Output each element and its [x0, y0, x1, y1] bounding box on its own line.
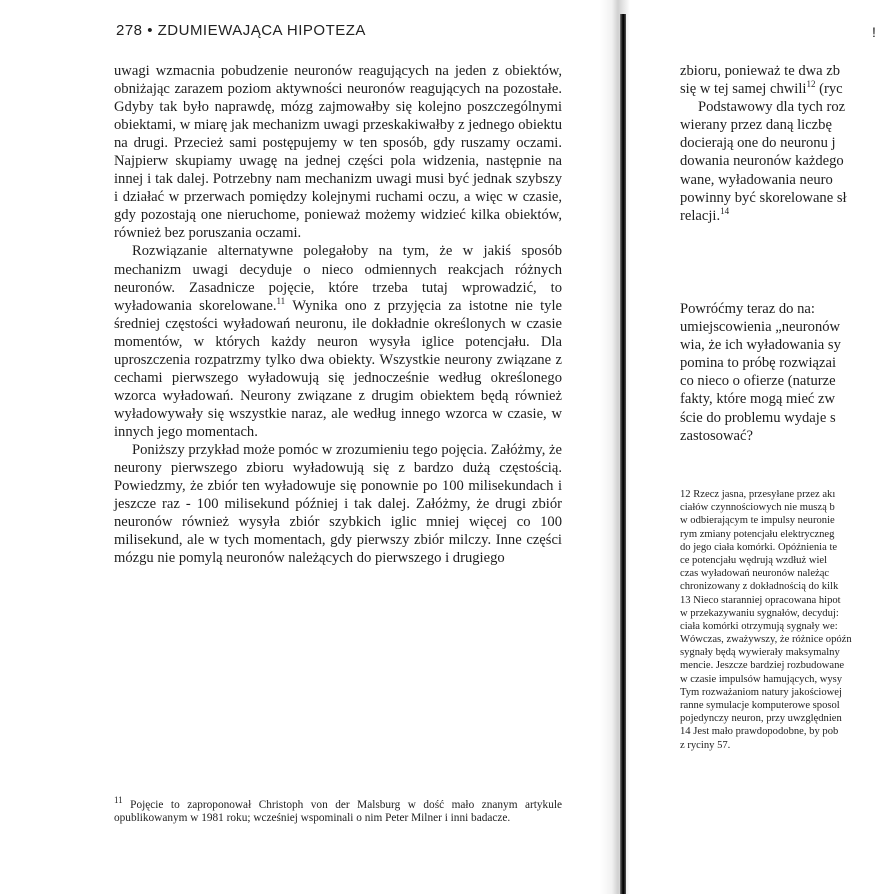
right-line-b2: umiejscowienia „neuronów	[680, 319, 841, 336]
right-fn-line: ranne symulacje komputerowe sposol	[680, 700, 840, 711]
right-line-3: Podstawowy dla tych roz	[698, 99, 846, 116]
right-line-b7: ście do problemu wydaje s	[680, 409, 836, 426]
right-body-top	[680, 62, 893, 225]
right-line-9-text: relacji.	[680, 207, 721, 224]
right-fn-line: Wówczas, zważywszy, że różnice opóźn	[680, 634, 852, 646]
paragraph-3	[114, 441, 562, 567]
paragraph-2	[114, 242, 562, 441]
footnote-ref-11: 11	[276, 295, 286, 306]
right-fn-line: pojedynczy neuron, przy uwzględnien	[680, 713, 842, 725]
right-line-7: wane, wyładowania neuro	[680, 171, 833, 188]
right-fn-line: z ryciny 57.	[680, 739, 731, 751]
right-fn-line: ciała komórki otrzymują sygnały we:	[680, 620, 838, 632]
right-fn-line: chronizowany z dokładnością do kilk	[680, 581, 839, 593]
right-fn-line: 12 Rzecz jasna, przesyłane przez akı	[680, 489, 836, 500]
right-line-b8: zastosować?	[680, 427, 753, 444]
paragraph-1	[114, 62, 562, 242]
right-fn-line: sygnały będą wywierały maksymalny	[680, 647, 840, 659]
right-fn-line: ciałów czynnościowych nie muszą b	[680, 502, 835, 514]
right-body-bottom	[680, 300, 893, 445]
right-line-5: docierają one do neuronu j	[680, 135, 836, 152]
right-fn-line: ce potencjału wędrują wzdłuż wiel	[680, 554, 828, 566]
right-line-b5: co nieco o ofierze (naturze	[680, 373, 836, 390]
paragraph-2-text-cont: Wynika ono z przyjęcia za istotne nie tyle średniej częstości wyładowań neuronu, ile dokładnie określonych w czasie momentów, w których każdy neuron wysyła iglice potencjału. Dla uproszczenia rozpatrzmy tylko dwa obiekty. Wszystkie neurony związane z cechami pierwszego wyładowują się jednocześnie według określonego wzorca wyładowań. Neurony związane z drugim obiektem będą również wyładowywały się wszystkie naraz, ale według innego wzorca w czasie, w innych jego momentach.	[114, 297, 563, 440]
right-line-2-text: się w tej samej chwili	[680, 81, 807, 98]
right-fn-line: w przekazywaniu sygnałów, decyduj:	[680, 607, 839, 619]
right-line-1: zbioru, ponieważ te dwa zb	[680, 63, 841, 79]
right-fn-line: rym zmiany potencjału elektryczneg	[680, 528, 835, 540]
right-fn-line: do jego ciała komórki. Opóźnienia te	[680, 541, 838, 553]
right-fn-line: 14 Jest mało prawdopodobne, by pob	[680, 726, 839, 738]
right-fn-line: w odbierającym te impulsy neuronie	[680, 515, 835, 527]
paragraph-1-text: uwagi wzmacnia pobudzenie neuronów reagujących na jeden z obiektów, obniżając zarazem poziom aktywności neuronów reagujących na pozostałe. Gdyby tak było naprawdę, mózg zajmowałby się kolejno poszczególnymi obiektami, w miarę jak mechanizm uwagi przeskakiwałby z jednego obiektu na drugi. Przecież sami postępujemy w ten sposób, gdy ruszamy oczami. Najpierw skupiamy uwagę na jednej części pola widzenia, następnie na innej i tak dalej. Potrzebny nam mechanizm uwagi musi być jednak szybszy i działać w przerwach pomiędzy kolejnymi ruchami oczu, a więc w czasie, gdy pozostają one nieruchome, ponieważ możemy widzieć kilka obiektów, również bez poruszania oczami.	[114, 63, 562, 242]
left-footnote	[114, 795, 562, 826]
right-fn-line: 13 Nieco staranniej opracowana hipot	[680, 594, 841, 606]
right-fn-line: mencie. Jeszcze bardziej rozbudowane	[680, 660, 845, 672]
left-body-text	[114, 62, 562, 567]
right-line-8: powinny być skorelowane sł	[680, 189, 847, 206]
right-line-b6: fakty, które mogą mieć zw	[680, 391, 836, 408]
right-line-b4: pomina to próbę rozwiązai	[680, 355, 837, 372]
footnote-number: 11	[114, 795, 123, 806]
right-fn-line: w czasie impulsów hamujących, wysy	[680, 673, 843, 685]
footnote-ref-12: 12	[806, 79, 816, 90]
right-line-9	[680, 207, 893, 225]
right-line-2	[680, 80, 893, 98]
right-page-number: !	[872, 24, 876, 40]
right-line-2-cont: (ryc	[815, 81, 843, 98]
right-fn-line: czas wyładowań neuronów należąc	[680, 568, 830, 580]
right-line-4: wierany przez daną liczbę	[680, 117, 832, 134]
footnote-ref-14: 14	[720, 205, 730, 216]
paragraph-2-text: Rozwiązanie alternatywne polegałoby na tym, że w jakiś sposób mechanizm uwagi decyduje o nieco odmiennych reakcjach różnych neuronów. Zasadnicze pojęcie, które trzeba tutaj wprowadzić, to wyładowania skorelowane.	[114, 243, 562, 314]
book-gutter	[620, 14, 626, 894]
right-footnotes	[680, 488, 893, 752]
right-fn-line: Tym rozważaniom natury jakościowej	[680, 686, 842, 698]
right-line-b1: Powróćmy teraz do na:	[680, 301, 815, 317]
right-line-b3: wia, że ich wyładowania sy	[680, 337, 841, 354]
running-head: 278 • ZDUMIEWAJĄCA HIPOTEZA	[116, 22, 366, 39]
footnote-text: Pojęcie to zaproponował Christoph von der Malsburg w dość mało znanym artykule opublikowanym w 1981 roku; wcześniej wspominali o nim Peter Milner i inni badacze.	[114, 799, 562, 825]
right-line-6: dowania neuronów każdego	[680, 153, 844, 170]
paragraph-3-text: Poniższy przykład może pomóc w zrozumieniu tego pojęcia. Załóżmy, że neurony pierwszego zbioru wyładowują się z bardzo dużą częstością. Powiedzmy, że zbiór ten wyładowuje się ponownie po 100 milisekundach i jeszcze raz - 100 milisekund później i tak dalej. Załóżmy, że drugi zbiór neuronów również wysyła zbiór szybkich iglic mniej więcej co 100 milisekund, ale w tych momentach, gdy pierwszy zbiór milczy. Inne części mózgu nie pomylą neuronów należących do pierwszego i drugiego	[114, 441, 562, 567]
